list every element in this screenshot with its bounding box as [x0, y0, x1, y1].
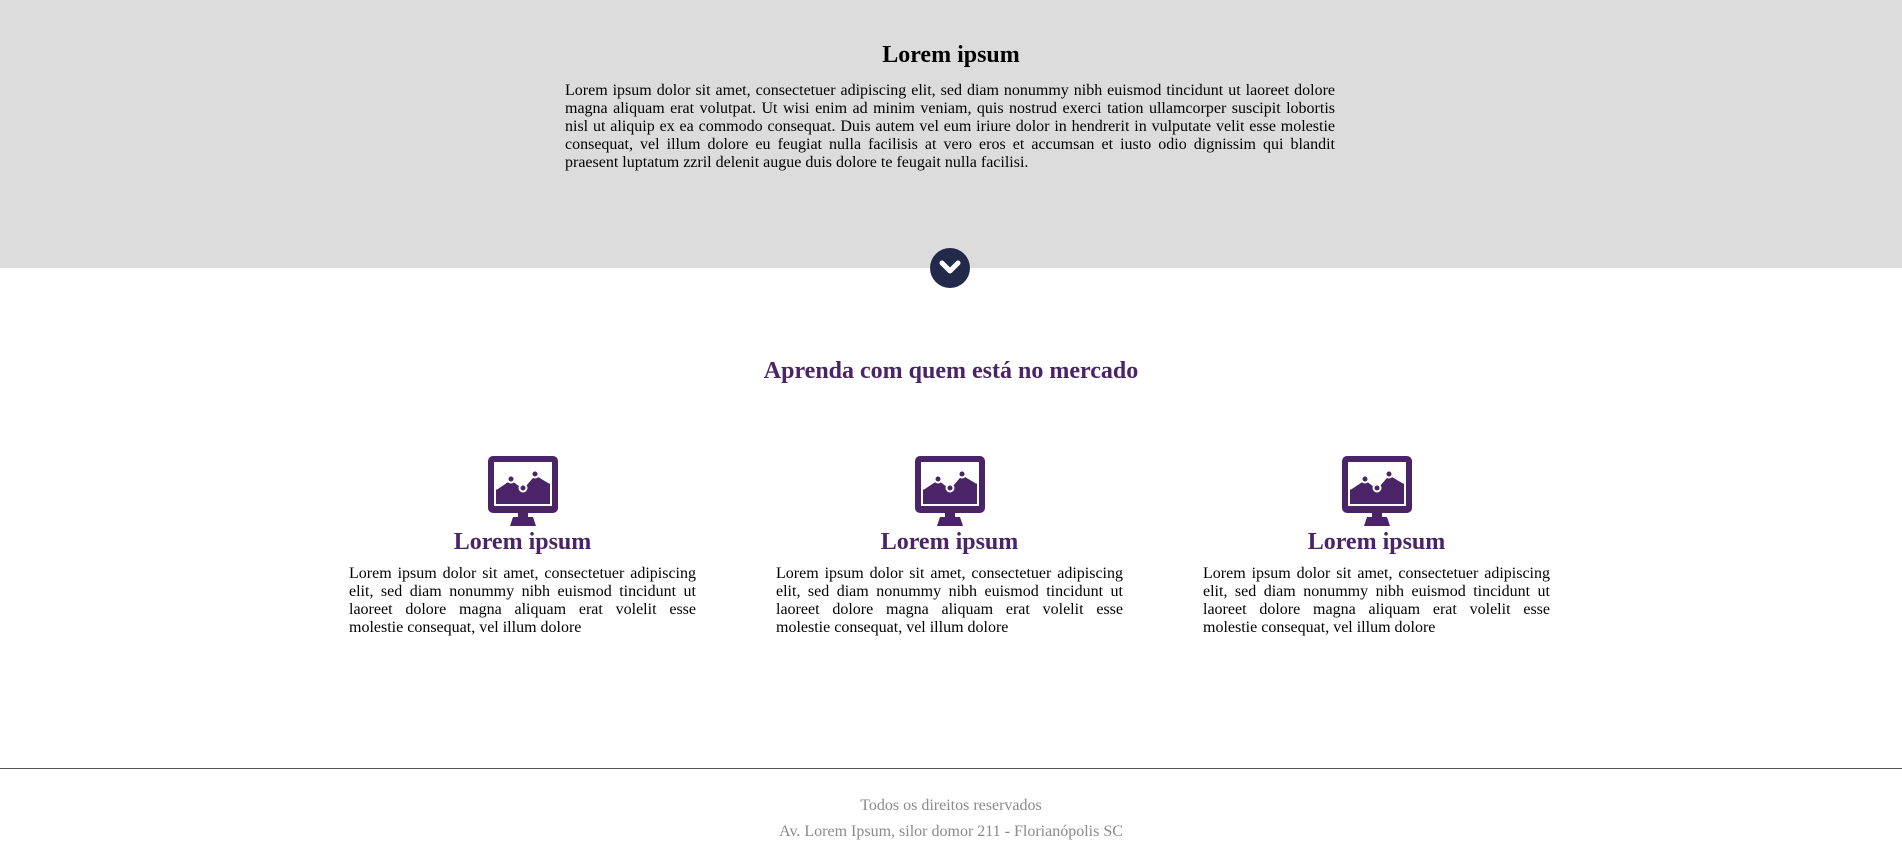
footer-divider [0, 768, 1902, 769]
feature-text: Lorem ipsum dolor sit amet, consectetuer adipiscing elit, sed diam nonummy nibh euismod tincidunt ut laoreet dolore magna aliquam erat volelit esse molestie consequat, vel illum dolore [776, 565, 1123, 636]
monitor-chart-icon [914, 455, 986, 527]
feature-card [349, 455, 696, 637]
feature-text: Lorem ipsum dolor sit amet, consectetuer adipiscing elit, sed diam nonummy nibh euismod tincidunt ut laoreet dolore magna aliquam erat volelit esse molestie consequat, vel illum dolore [1203, 565, 1550, 636]
footer-rights: Todos os direitos reservados [860, 797, 1042, 814]
section-title: Aprenda com quem está no mercado [763, 358, 1139, 384]
feature-title: Lorem ipsum [453, 529, 592, 555]
feature-title: Lorem ipsum [880, 529, 1019, 555]
intro-section [0, 0, 1902, 268]
scroll-down-button[interactable] [930, 248, 970, 288]
intro-text: Lorem ipsum dolor sit amet, consectetuer adipiscing elit, sed diam nonummy nibh euismod tincidunt ut laoreet dolore magna aliquam erat volutpat. Ut wisi enim ad minim veniam, quis nostrud exerci tation ullamcorper suscipit lobortis nisl ut aliquip ex ea commodo consequat. Duis autem vel eum iriure dolor in hendrerit in vulputate velit esse molestie consequat, vel illum dolore eu feugiat nulla facilisis at vero eros et accumsan et iusto odio dignissim qui blandit praesent luptatum zzril delenit augue duis dolore te feugait nulla facilisi. [565, 82, 1335, 171]
chevron-down-icon [939, 260, 961, 276]
monitor-chart-icon [487, 455, 559, 527]
feature-text: Lorem ipsum dolor sit amet, consectetuer adipiscing elit, sed diam nonummy nibh euismod tincidunt ut laoreet dolore magna aliquam erat volelit esse molestie consequat, vel illum dolore [349, 565, 696, 636]
intro-title: Lorem ipsum [882, 42, 1020, 68]
feature-card [1203, 455, 1550, 637]
footer-address: Av. Lorem Ipsum, silor domor 211 - Florianópolis SC [779, 823, 1123, 840]
feature-card [776, 455, 1123, 637]
monitor-chart-icon [1341, 455, 1413, 527]
feature-title: Lorem ipsum [1307, 529, 1446, 555]
